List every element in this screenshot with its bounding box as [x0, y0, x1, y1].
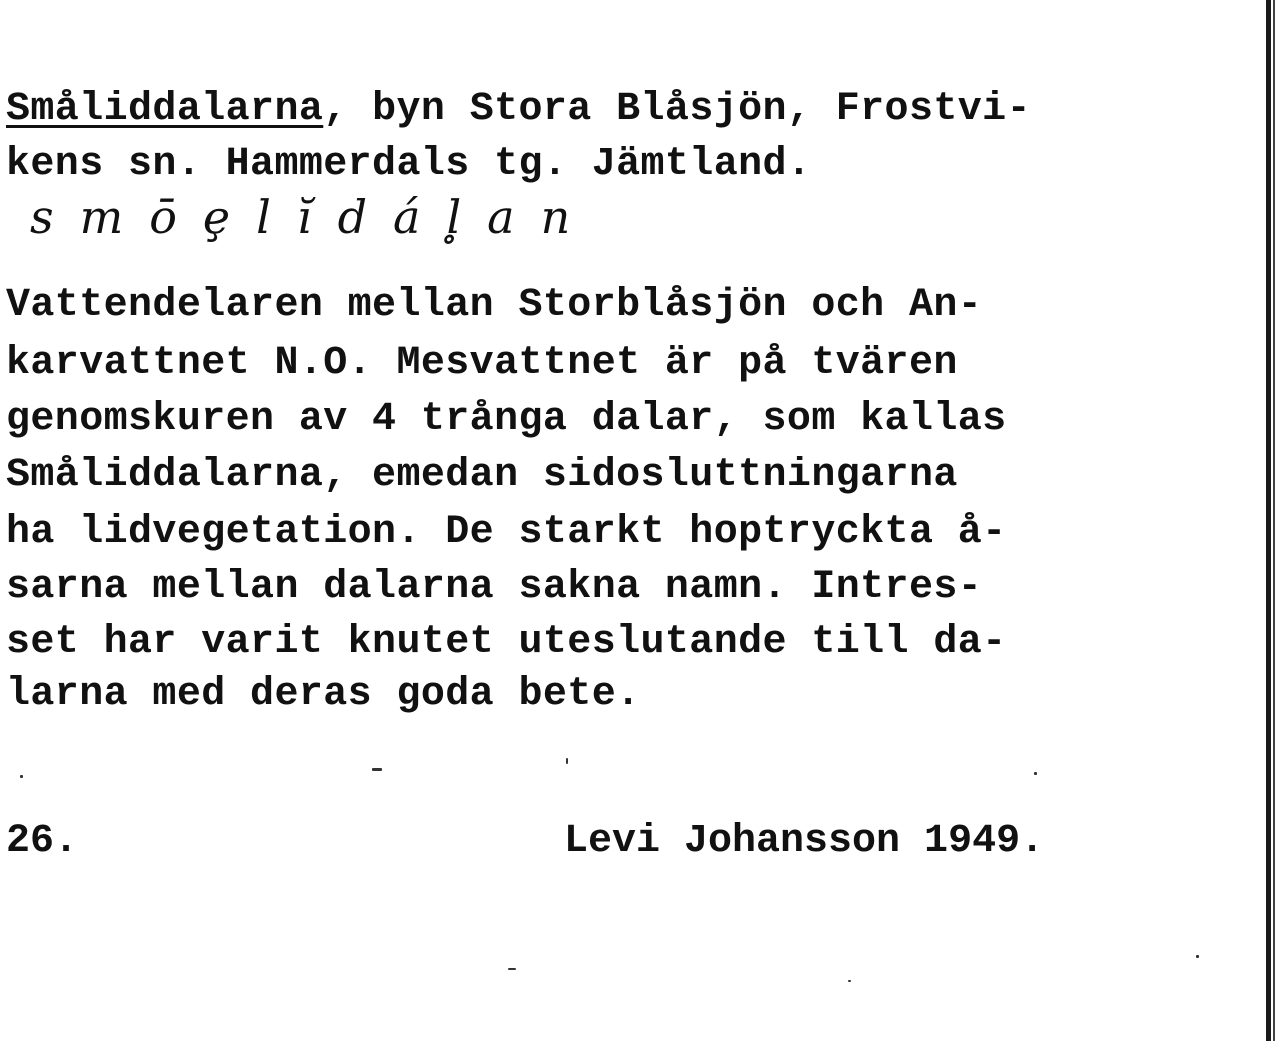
body-line-2: karvattnet N.O. Mesvattnet är på tvären — [6, 341, 958, 386]
body-line-7: set har varit knutet uteslutande till da- — [6, 620, 1007, 665]
card-right-edge-shadow — [1273, 0, 1275, 1041]
card-right-edge — [1266, 0, 1271, 1041]
body-line-5: ha lidvegetation. De starkt hoptryckta å- — [6, 510, 1007, 555]
card-number: 26. — [6, 819, 79, 864]
body-line-1: Vattendelaren mellan Storblåsjön och An- — [6, 283, 983, 328]
ink-speck — [20, 775, 23, 778]
heading-location: , byn Stora Blåsjön, Frostvi- — [323, 87, 1031, 132]
ink-speck — [1034, 772, 1037, 775]
collector-signature: Levi Johansson 1949. — [564, 819, 1045, 864]
ink-speck — [848, 980, 851, 982]
ink-speck — [566, 758, 568, 764]
body-line-4: Småliddalarna, emedan sidosluttningarna — [6, 453, 958, 498]
heading-line-1 — [6, 86, 1031, 134]
heading-line-2: kens sn. Hammerdals tg. Jämtland. — [6, 142, 812, 187]
ink-speck — [508, 968, 516, 970]
place-name-title: Småliddalarna — [6, 87, 324, 132]
ink-speck — [372, 768, 382, 771]
body-line-3: genomskuren av 4 trånga dalar, som kallas — [6, 397, 1007, 442]
ink-speck — [1196, 955, 1199, 958]
phonetic-transcription: smōȩlĭdál̥an — [30, 190, 597, 244]
body-line-8: larna med deras goda bete. — [6, 672, 641, 717]
body-line-6: sarna mellan dalarna sakna namn. Intres- — [6, 565, 983, 610]
